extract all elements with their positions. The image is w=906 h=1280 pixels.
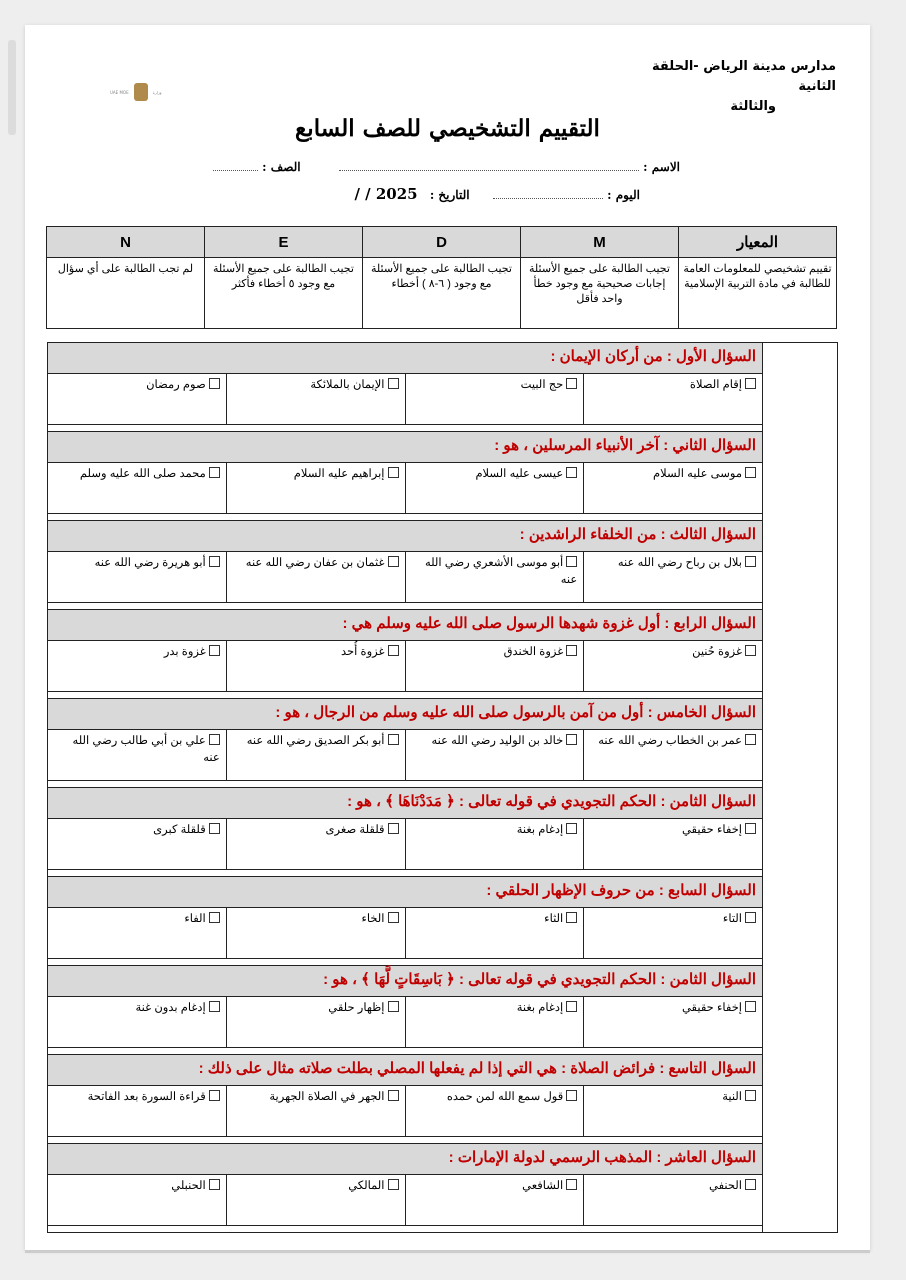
option-label: إدغام بغنة [516, 824, 564, 836]
checkbox[interactable] [745, 556, 756, 567]
answer-option[interactable] [48, 374, 226, 424]
options-row [48, 374, 762, 425]
checkbox[interactable] [566, 1001, 577, 1012]
checkbox[interactable] [388, 467, 399, 478]
option-label: صوم رمضان [146, 379, 206, 391]
option-label: إبراهيم عليه السلام [293, 468, 385, 480]
checkbox[interactable] [388, 556, 399, 567]
spacer-row [48, 959, 762, 965]
spacer-row [48, 1048, 762, 1054]
logo-text-en: UAE MOE [110, 89, 129, 95]
answer-option[interactable] [226, 1175, 405, 1225]
question-title: السؤال الأول : من أركان الإيمان : [48, 343, 762, 374]
answer-option[interactable] [583, 997, 762, 1047]
ministry-logo [110, 83, 162, 101]
answer-option[interactable] [226, 641, 405, 691]
option-label: إخفاء حقيقي [681, 824, 742, 836]
answer-option[interactable] [405, 552, 584, 602]
question-title: السؤال الخامس : أول من آمن بالرسول صلى الله عليه وسلم من الرجال ، هو : [48, 699, 762, 730]
answer-option[interactable] [48, 1086, 226, 1136]
rubric-cell: تجيب الطالبة على جميع الأسئلة مع وجود ( ٦-٨ ) أخطاء [363, 258, 521, 329]
option-label: قراءة السورة بعد الفاتحة [87, 1091, 206, 1103]
answer-option[interactable] [405, 908, 584, 958]
checkbox[interactable] [566, 378, 577, 389]
answer-option[interactable] [583, 1175, 762, 1225]
checkbox[interactable] [209, 1090, 220, 1101]
option-label: غثمان بن عفان رضي الله عنه [245, 557, 385, 569]
rubric-header: E [205, 227, 363, 258]
options-row [48, 1086, 762, 1137]
question-title: السؤال التاسع : فرائض الصلاة : هي التي إذا لم يفعلها المصلي بطلت صلاته مثال على ذلك : [48, 1055, 762, 1086]
checkbox[interactable] [388, 1090, 399, 1101]
checkbox[interactable] [388, 1001, 399, 1012]
answer-option[interactable] [405, 819, 584, 869]
option-label: إخفاء حقيقي [681, 1002, 742, 1014]
checkbox[interactable] [209, 467, 220, 478]
options-row [48, 641, 762, 692]
question-title: السؤال الثامن : الحكم التجويدي في قوله تعالى : ﴿ بَاسِقَاتٍ لَّهَا ﴾ ، هو : [48, 966, 762, 997]
checkbox[interactable] [388, 1179, 399, 1190]
page-title: التقييم التشخيصي للصف السابع [295, 115, 600, 142]
school-line-2: والثالثة [730, 99, 776, 114]
checkbox[interactable] [745, 823, 756, 834]
question-title: السؤال العاشر : المذهب الرسمي لدولة الإمارات : [48, 1144, 762, 1175]
options-row [48, 908, 762, 959]
answer-option[interactable] [583, 908, 762, 958]
answer-option[interactable] [226, 997, 405, 1047]
answer-option[interactable] [226, 463, 405, 513]
rubric-header: N [47, 227, 205, 258]
answer-option[interactable] [405, 997, 584, 1047]
checkbox[interactable] [566, 734, 577, 745]
name-label: الاسم : [643, 160, 680, 174]
options-row [48, 997, 762, 1048]
spacer-row [48, 425, 762, 431]
checkbox[interactable] [388, 912, 399, 923]
option-label: الثاء [544, 913, 564, 925]
checkbox[interactable] [566, 556, 577, 567]
spacer-row [48, 1226, 762, 1232]
checkbox[interactable] [745, 1179, 756, 1190]
options-row [48, 819, 762, 870]
checkbox[interactable] [566, 912, 577, 923]
option-label: حج البيت [520, 379, 564, 391]
checkbox[interactable] [388, 823, 399, 834]
answer-option[interactable] [48, 641, 226, 691]
score-column [762, 343, 837, 1232]
question-block [48, 432, 762, 521]
answer-option[interactable] [226, 908, 405, 958]
checkbox[interactable] [209, 645, 220, 656]
option-label: الجهر في الصلاة الجهرية [269, 1091, 385, 1103]
spacer-row [48, 781, 762, 787]
option-label: الشافعي [522, 1180, 564, 1192]
spacer-row [48, 1137, 762, 1143]
answer-option[interactable] [48, 908, 226, 958]
option-label: أبو موسى الأشعري رضي الله عنه [424, 557, 578, 586]
school-name [636, 57, 836, 117]
question-title: السؤال الثالث : من الخلفاء الراشدين : [48, 521, 762, 552]
answer-option[interactable] [48, 552, 226, 602]
checkbox[interactable] [745, 378, 756, 389]
checkbox[interactable] [209, 823, 220, 834]
option-label: قلقلة كبرى [153, 824, 206, 836]
rubric-cell: تجيب الطالبة على جميع الأسئلة إجابات صحيحية مع وجود خطأ واحد فأقل [521, 258, 679, 329]
answer-option[interactable] [226, 730, 405, 780]
answer-option[interactable] [48, 463, 226, 513]
checkbox[interactable] [745, 467, 756, 478]
checkbox[interactable] [745, 1001, 756, 1012]
option-label: الفاء [184, 913, 206, 925]
answer-option[interactable] [583, 552, 762, 602]
answer-option[interactable] [583, 641, 762, 691]
answer-option[interactable] [405, 641, 584, 691]
answer-option[interactable] [226, 819, 405, 869]
scrollbar[interactable] [8, 40, 16, 135]
answer-option[interactable] [583, 374, 762, 424]
rubric-cell: تجيب الطالبة على جميع الأسئلة مع وجود ٥ أخطاء فأكثر [205, 258, 363, 329]
answer-option[interactable] [583, 463, 762, 513]
answer-option[interactable] [405, 730, 584, 780]
option-label: النية [722, 1091, 742, 1103]
questions-list [48, 343, 762, 1232]
option-label: عيسى عليه السلام [475, 468, 564, 480]
checkbox[interactable] [209, 1001, 220, 1012]
answer-option[interactable] [48, 730, 226, 780]
answer-option[interactable] [226, 552, 405, 602]
answer-option[interactable] [405, 1086, 584, 1136]
option-label: بلال بن رباح رضي الله عنه [617, 557, 742, 569]
page-shadow [25, 1250, 870, 1253]
option-label: أبو هريرة رضي الله عنه [94, 557, 206, 569]
rubric-cell: تقييم تشخيصي للمعلومات العامة للطالبة في مادة التربية الإسلامية [679, 258, 837, 329]
option-label: إدغام بغنة [516, 1002, 564, 1014]
question-block [48, 1144, 762, 1232]
question-block [48, 877, 762, 966]
checkbox[interactable] [209, 734, 220, 745]
date-value: / / 2025 [354, 185, 418, 203]
checkbox[interactable] [566, 823, 577, 834]
day-label: اليوم : [607, 188, 640, 202]
question-title: السؤال السابع : من حروف الإظهار الحلقي : [48, 877, 762, 908]
logo-text-ar: وزارة [152, 89, 162, 95]
question-title: السؤال الرابع : أول غزوة شهدها الرسول صلى الله عليه وسلم هي : [48, 610, 762, 641]
checkbox[interactable] [745, 734, 756, 745]
answer-option[interactable] [583, 1086, 762, 1136]
question-block [48, 699, 762, 788]
question-block [48, 788, 762, 877]
checkbox[interactable] [388, 645, 399, 656]
checkbox[interactable] [566, 1090, 577, 1101]
option-label: الحنفي [709, 1180, 742, 1192]
option-label: غزوة الخندق [503, 646, 564, 658]
date-label: التاريخ : [429, 188, 470, 202]
option-label: غزوة بدر [163, 646, 206, 658]
spacer-row [48, 692, 762, 698]
option-label: غزوة حُنين [692, 646, 742, 658]
answer-option[interactable] [583, 730, 762, 780]
option-label: علي بن أبي طالب رضي الله عنه [72, 735, 220, 764]
answer-option[interactable] [405, 1175, 584, 1225]
checkbox[interactable] [388, 734, 399, 745]
option-label: محمد صلى الله عليه وسلم [79, 468, 206, 480]
answer-option[interactable] [48, 819, 226, 869]
emblem-icon [134, 83, 148, 101]
checkbox[interactable] [566, 1179, 577, 1190]
question-block [48, 521, 762, 610]
answer-option[interactable] [583, 819, 762, 869]
spacer-row [48, 870, 762, 876]
option-label: قلقلة صغرى [325, 824, 385, 836]
option-label: إقام الصلاة [689, 379, 742, 391]
spacer-row [48, 514, 762, 520]
option-label: المالكي [348, 1180, 385, 1192]
school-line-1: مدارس مدينة الرياض -الحلقة الثانية [652, 59, 836, 94]
spacer-row [48, 603, 762, 609]
checkbox[interactable] [209, 378, 220, 389]
worksheet-page [25, 25, 870, 1250]
question-block [48, 343, 762, 432]
option-label: عمر بن الخطاب رضي الله عنه [598, 735, 742, 747]
question-title: السؤال الثاني : آخر الأنبياء المرسلين ، هو : [48, 432, 762, 463]
checkbox[interactable] [745, 912, 756, 923]
answer-option[interactable] [405, 374, 584, 424]
options-row [48, 552, 762, 603]
checkbox[interactable] [209, 912, 220, 923]
checkbox[interactable] [209, 1179, 220, 1190]
checkbox[interactable] [209, 556, 220, 567]
question-block [48, 966, 762, 1055]
answer-option[interactable] [405, 463, 584, 513]
options-row [48, 730, 762, 781]
option-label: الإيمان بالملائكة [310, 379, 385, 391]
checkbox[interactable] [388, 378, 399, 389]
questions-table [47, 342, 838, 1233]
option-label: إدغام بدون غنة [135, 1002, 206, 1014]
checkbox[interactable] [566, 645, 577, 656]
option-label: خالد بن الوليد رضي الله عنه [431, 735, 564, 747]
option-label: التاء [722, 913, 742, 925]
option-label: أبو بكر الصديق رضي الله عنه [246, 735, 385, 747]
answer-option[interactable] [48, 1175, 226, 1225]
date-field[interactable] [354, 185, 640, 203]
question-title: السؤال الثامن : الحكم التجويدي في قوله تعالى : ﴿ مَدَدْنَاهَا ﴾ ، هو : [48, 788, 762, 819]
day-blank[interactable] [493, 198, 603, 199]
name-field[interactable] [213, 160, 680, 174]
option-label: موسى عليه السلام [653, 468, 742, 480]
answer-option[interactable] [226, 374, 405, 424]
options-row [48, 1175, 762, 1226]
checkbox[interactable] [745, 645, 756, 656]
option-label: إظهار حلقي [328, 1002, 385, 1014]
option-label: الخاء [361, 913, 385, 925]
options-row [48, 463, 762, 514]
option-label: غزوة أُحد [341, 646, 385, 658]
rubric-header: M [521, 227, 679, 258]
rubric-header: المعيار [679, 227, 837, 258]
answer-option[interactable] [226, 1086, 405, 1136]
rubric-cell: لم تجب الطالبة على أي سؤال [47, 258, 205, 329]
option-label: الحنبلي [171, 1180, 206, 1192]
class-label: الصف : [262, 160, 301, 174]
question-block [48, 610, 762, 699]
checkbox[interactable] [566, 467, 577, 478]
answer-option[interactable] [48, 997, 226, 1047]
name-blank[interactable] [339, 170, 639, 171]
rubric-header: D [363, 227, 521, 258]
checkbox[interactable] [745, 1090, 756, 1101]
question-block [48, 1055, 762, 1144]
rubric-table [46, 226, 837, 329]
class-blank[interactable] [213, 170, 258, 171]
option-label: قول سمع الله لمن حمده [446, 1091, 564, 1103]
